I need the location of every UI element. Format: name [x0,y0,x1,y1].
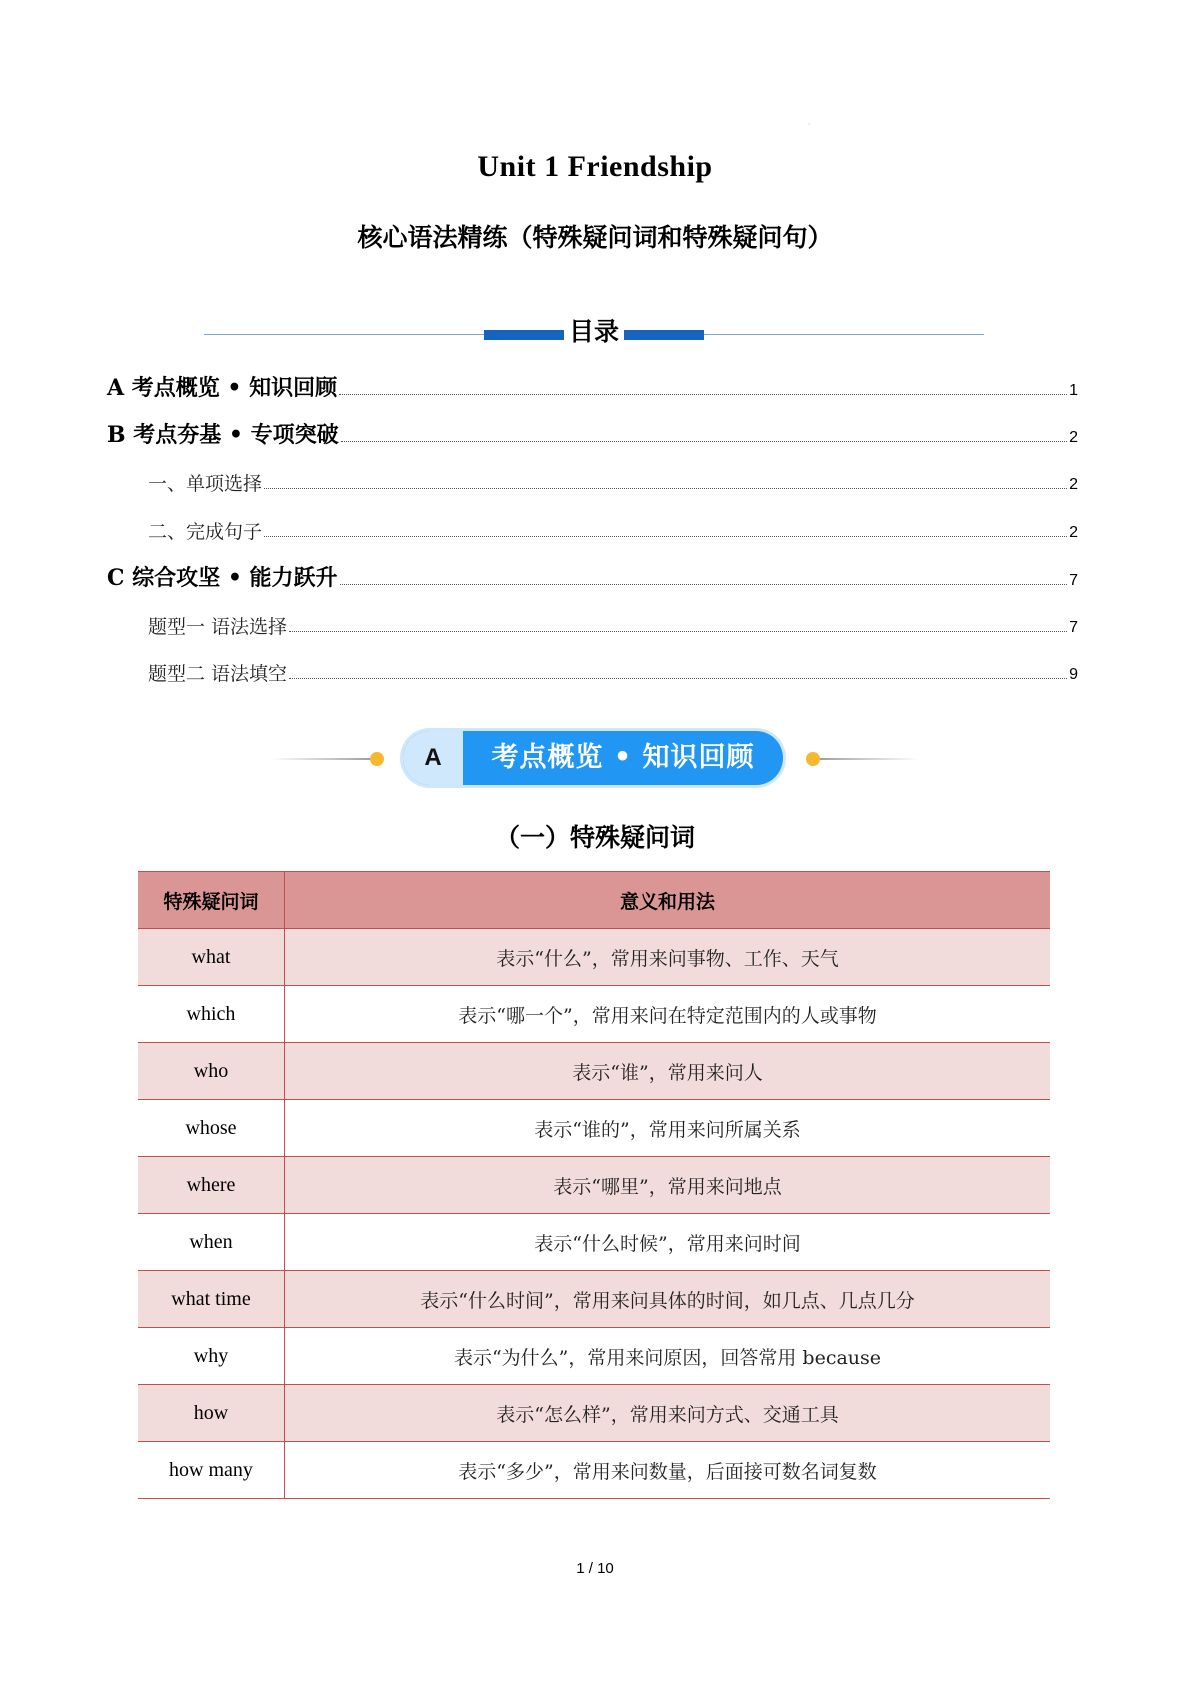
banner-text: 考点概览 • 知识回顾 [491,742,755,773]
toc-item-label: 题型一 语法选择 [148,616,288,638]
table-row [138,986,1050,1043]
toc-item[interactable] [148,656,1078,686]
header-word: 特殊疑问词 [138,872,285,929]
meaning-cell: 表示“为什么”，常用来问原因，回答常用 because [285,1328,1051,1385]
toc-leader-dots [264,487,1067,489]
page-number: 1 / 10 [576,1560,614,1577]
toc-item-page: 2 [1069,524,1078,541]
toc-item[interactable] [148,466,1078,496]
question-word-cell: what time [138,1271,285,1328]
toc-item-page: 2 [1069,429,1078,446]
question-word-cell: where [138,1157,285,1214]
toc-item[interactable] [148,609,1078,639]
banner-letter: A [403,731,463,785]
toc-item-label: A 考点概览 • 知识回顾 [107,375,338,401]
table-header-row [138,872,1050,929]
question-words-table [138,871,1050,1499]
table-row [138,1385,1050,1442]
question-word-cell: why [138,1328,285,1385]
question-word-cell: what [138,929,285,986]
toc-item-label: 二、完成句子 [148,521,263,543]
meaning-cell: 表示“哪一个”，常用来问在特定范围内的人或事物 [285,986,1051,1043]
toc-leader-dots [264,535,1067,537]
section-title: （一）特殊疑问词 [494,823,695,852]
table-row [138,1157,1050,1214]
meaning-cell: 表示“哪里”，常用来问地点 [285,1157,1051,1214]
watermark-mark: ' [808,122,811,131]
toc-leader-dots [339,393,1067,395]
table-row [138,1214,1050,1271]
toc-item-page: 2 [1069,476,1078,493]
toc-item-page: 9 [1069,666,1078,683]
toc-leader-dots [341,440,1067,442]
question-word-cell: how [138,1385,285,1442]
question-word-cell: who [138,1043,285,1100]
table-row [138,1043,1050,1100]
toc-item[interactable] [107,372,1078,402]
toc-item-label: C 综合攻坚 • 能力跃升 [107,565,338,591]
toc-item[interactable] [107,562,1078,592]
toc-item[interactable] [107,419,1078,449]
meaning-cell: 表示“谁”，常用来问人 [285,1043,1051,1100]
toc-item-page: 7 [1069,572,1078,589]
table-row [138,929,1050,986]
document-subtitle: 核心语法精练（特殊疑问词和特殊疑问句） [357,223,833,252]
question-word-cell: when [138,1214,285,1271]
meaning-cell: 表示“谁的”，常用来问所属关系 [285,1100,1051,1157]
question-word-cell: which [138,986,285,1043]
meaning-cell: 表示“怎么样”，常用来问方式、交通工具 [285,1385,1051,1442]
meaning-cell: 表示“多少”，常用来问数量，后面接可数名词复数 [285,1442,1051,1499]
toc-leader-dots [289,630,1067,632]
table-row [138,1100,1050,1157]
table-row [138,1328,1050,1385]
meaning-cell: 表示“什么”，常用来问事物、工作、天气 [285,929,1051,986]
toc-heading [204,314,984,350]
toc-item-label: 一、单项选择 [148,473,263,495]
toc-leader-dots [340,583,1068,585]
banner-pill [403,731,783,785]
toc-item-label: B 考点夯基 • 专项突破 [107,422,339,448]
section-banner [270,728,920,788]
toc-item[interactable] [148,514,1078,544]
toc-item-page: 7 [1069,619,1078,636]
table-row [138,1271,1050,1328]
header-meaning: 意义和用法 [285,872,1051,929]
meaning-cell: 表示“什么时间”，常用来问具体的时间，如几点、几点几分 [285,1271,1051,1328]
question-word-cell: whose [138,1100,285,1157]
question-word-cell: how many [138,1442,285,1499]
meaning-cell: 表示“什么时候”，常用来问时间 [285,1214,1051,1271]
document-title: Unit 1 Friendship [477,150,713,183]
toc-item-label: 题型二 语法填空 [148,663,288,685]
toc-item-page: 1 [1069,382,1078,399]
toc-leader-dots [289,677,1067,679]
toc-heading-label: 目录 [568,317,619,346]
table-row [138,1442,1050,1499]
